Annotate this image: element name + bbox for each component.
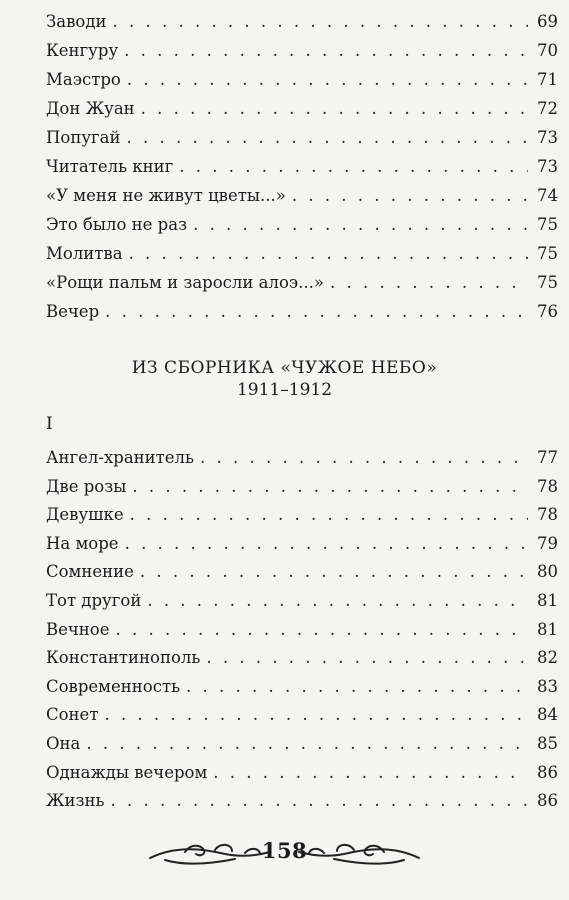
toc-entry-title: Кенгуру [46, 41, 119, 60]
toc-leader-dots [330, 269, 528, 297]
section-years: 1911–1912 [236, 380, 333, 400]
toc-leader-dots [213, 759, 528, 787]
toc-entry-page: 80 [537, 562, 558, 582]
toc-entry [46, 153, 558, 181]
toc-leader-dots [140, 558, 528, 586]
toc-leader-dots [104, 701, 528, 729]
page-footer [0, 832, 569, 872]
toc-entry-title: Заводи [46, 12, 107, 31]
toc-entry-title: Маэстро [46, 70, 121, 89]
toc-entry-title: Вечное [46, 619, 110, 639]
toc-entry [46, 240, 558, 268]
toc-entry [46, 211, 558, 239]
toc-entry [46, 66, 558, 94]
toc-entry [46, 124, 558, 152]
toc-leader-dots [200, 444, 528, 472]
toc-entry [46, 787, 558, 815]
toc-leader-dots [292, 182, 528, 210]
toc-entry-page: 78 [537, 505, 558, 525]
toc-entry [46, 644, 558, 672]
toc-entry-title: Тот другой [46, 591, 142, 610]
toc-entry-page: 85 [537, 734, 558, 753]
toc-entry-title: «У меня не живут цветы...» [46, 186, 286, 205]
toc-entry-title: Жизнь [46, 791, 105, 811]
toc-entry-page: 83 [537, 676, 558, 696]
toc-entry-page: 69 [537, 12, 558, 31]
toc-leader-dots [193, 211, 528, 239]
toc-entry [46, 759, 558, 787]
toc-entry-title: Однажды вечером [46, 762, 208, 782]
toc-leader-dots [179, 153, 528, 181]
toc-leader-dots [130, 501, 528, 529]
toc-entry [46, 182, 558, 210]
toc-entry [46, 616, 558, 644]
toc-entry [46, 37, 558, 65]
toc-leader-dots [111, 787, 528, 815]
toc-entry [46, 501, 558, 529]
toc-entry-title: Дон Жуан [46, 99, 135, 118]
toc-leader-dots [124, 37, 528, 65]
toc-entry-page: 82 [537, 648, 558, 668]
toc-entry-page: 76 [537, 302, 558, 321]
toc-entry-page: 79 [537, 533, 558, 553]
toc-leader-dots [186, 673, 528, 701]
toc-entry-page: 81 [537, 591, 558, 610]
toc-entry [46, 444, 558, 472]
toc-entry-title: Константинополь [46, 648, 201, 668]
toc-entry-title: Сомнение [46, 562, 134, 582]
toc-entry-title: Читатель книг [46, 157, 174, 176]
toc-entry-page: 86 [537, 762, 558, 782]
toc-leader-dots [141, 95, 528, 123]
toc-entry-page: 70 [537, 41, 558, 60]
toc-entry-title: Попугай [46, 128, 121, 147]
toc-entry [46, 473, 558, 501]
toc-entry [46, 269, 558, 297]
toc-entry-page: 78 [537, 476, 558, 496]
toc-leader-dots [116, 616, 529, 644]
toc-entry [46, 730, 558, 758]
toc-leader-dots [129, 240, 528, 268]
toc-entry [46, 701, 558, 729]
toc-leader-dots [86, 730, 528, 758]
section-heading: ИЗ СБОРНИКА «ЧУЖОЕ НЕБО» [131, 358, 438, 378]
toc-entry-title: «Рощи пальм и заросли алоэ...» [46, 273, 324, 292]
toc-entry-title: Вечер [46, 302, 100, 321]
toc-entry-title: На море [46, 533, 119, 553]
toc-entry-title: Сонет [46, 705, 99, 725]
toc-leader-dots [132, 473, 528, 501]
toc-entry-title: Девушке [46, 505, 124, 525]
toc-entry [46, 530, 558, 558]
toc-entry-page: 73 [537, 157, 558, 176]
toc-leader-dots [206, 644, 528, 672]
toc-entry [46, 587, 558, 615]
toc-entry-title: Это было не раз [46, 215, 188, 234]
toc-entry-title: Молитва [46, 244, 123, 263]
toc-leader-dots [127, 124, 528, 152]
page-number: 158 [261, 838, 308, 863]
toc-entry [46, 298, 558, 326]
toc-leader-dots [125, 530, 528, 558]
toc-entry-page: 86 [537, 791, 558, 811]
toc-entry-page: 74 [537, 186, 558, 205]
toc-entry-title: Современность [46, 676, 181, 696]
toc-leader-dots [113, 8, 529, 36]
toc-entry [46, 8, 558, 36]
toc-entry-page: 72 [537, 99, 558, 118]
toc-entry-page: 75 [537, 215, 558, 234]
toc-entry-page: 75 [537, 244, 558, 263]
toc-entry [46, 95, 558, 123]
toc-entry-title: Ангел-хранитель [46, 448, 195, 467]
toc-leader-dots [127, 66, 528, 94]
toc-entry [46, 673, 558, 701]
toc-leader-dots [147, 587, 528, 615]
toc-entry-page: 81 [537, 619, 558, 639]
toc-entry-title: Она [46, 734, 81, 753]
toc-leader-dots [105, 298, 528, 326]
toc-entry-page: 75 [537, 273, 558, 292]
section-part-mark: I [46, 414, 53, 434]
toc-entry-title: Две розы [46, 476, 127, 496]
toc-entry-page: 77 [537, 448, 558, 467]
toc-entry-page: 84 [537, 705, 558, 725]
toc-entry [46, 558, 558, 586]
toc-entry-page: 71 [537, 70, 558, 89]
toc-entry-page: 73 [537, 128, 558, 147]
